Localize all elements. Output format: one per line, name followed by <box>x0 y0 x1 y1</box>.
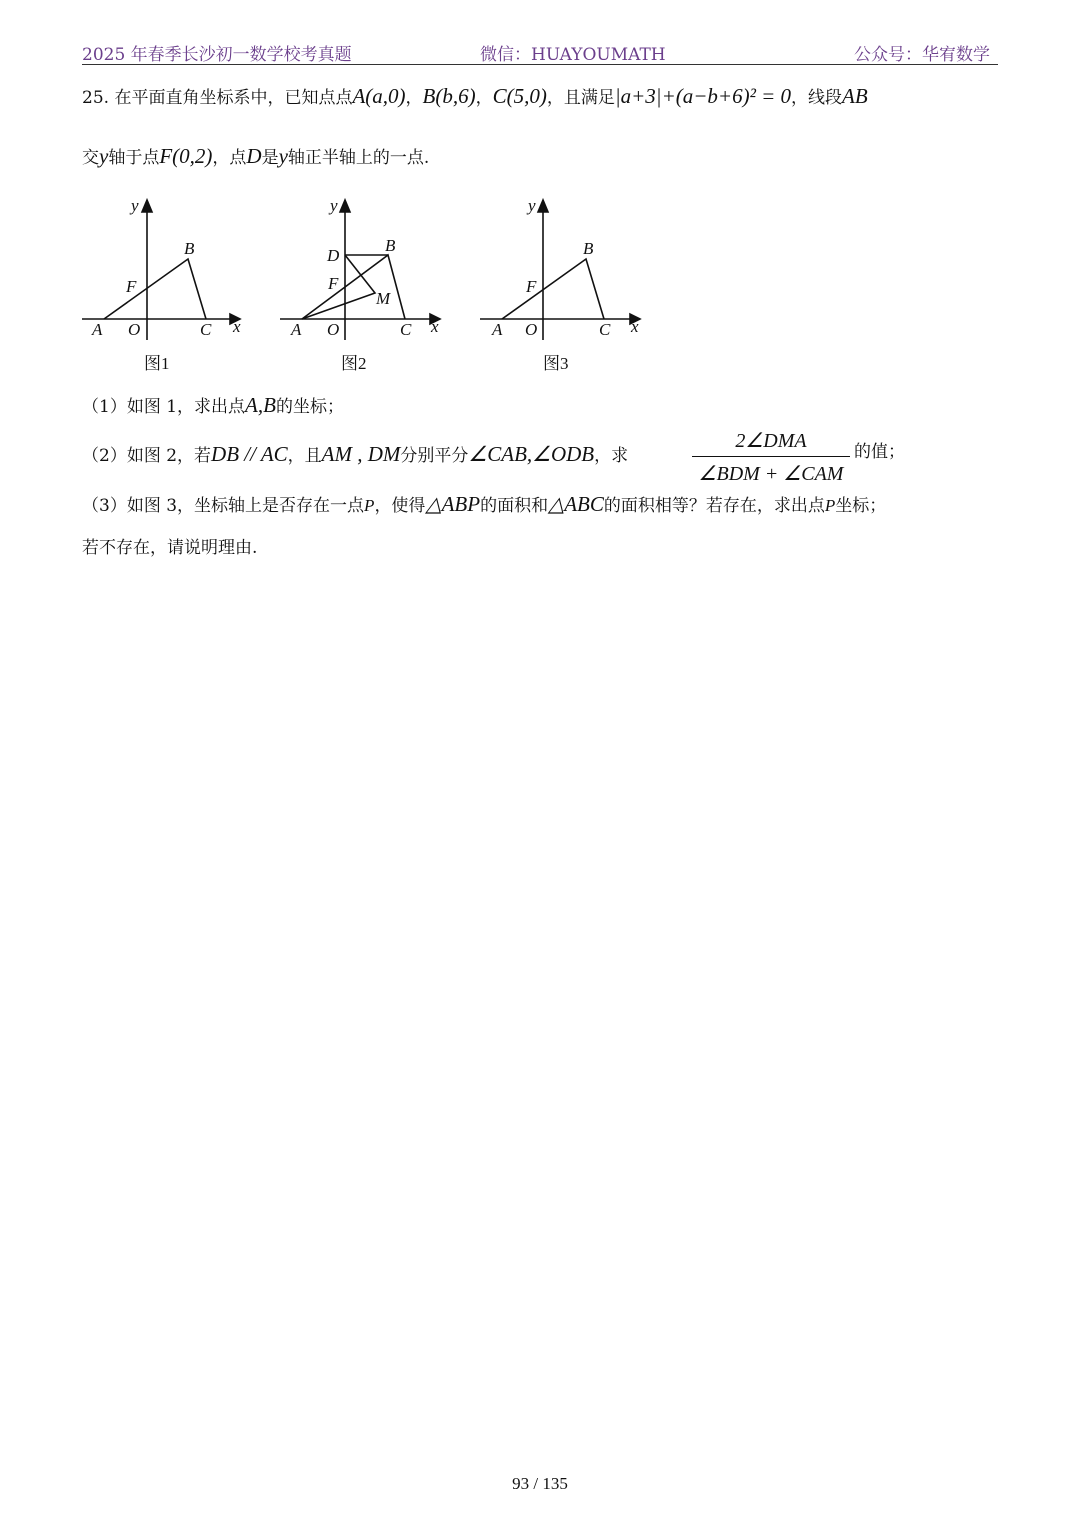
question-3-line2 <box>82 540 257 557</box>
fraction-bar <box>692 456 850 457</box>
q3-point-P: P <box>824 496 836 515</box>
problem-stem-line2 <box>82 146 429 167</box>
fig3-label-B: B <box>583 239 594 258</box>
condition-equation: |a+3|+(a−b+6)² = 0 <box>614 84 792 108</box>
fig2-label-D: D <box>327 246 340 265</box>
q3-text: （3）如图 3，坐标轴上是否存在一点 <box>82 496 365 516</box>
fig1-label-O: O <box>128 320 141 339</box>
q3-triangle-ABP: △ABP <box>425 492 481 516</box>
fig3-label-x: x <box>631 317 639 336</box>
header-account: 公众号：华宥数学 <box>854 45 990 65</box>
q2-text: ，且 <box>287 446 322 466</box>
point-A: A(a,0) <box>352 84 406 108</box>
segment-AB: AB <box>842 84 868 108</box>
fig3-label-F: F <box>526 277 537 296</box>
fig2-label-A: A <box>291 320 302 339</box>
q3-text: ，使得 <box>374 496 426 516</box>
q3-point-P: P <box>364 496 375 515</box>
fig2-caption: 图2 <box>341 354 367 373</box>
fig2-label-x: x <box>431 317 439 336</box>
q2-text: ，求 <box>594 446 629 466</box>
q2-suffix <box>854 444 905 461</box>
header-title: 2025 年春季长沙初一数学校考真题 <box>82 45 352 65</box>
q1-points: A,B <box>245 393 276 417</box>
fig2-label-M: M <box>376 289 391 308</box>
problem-stem-line1: 25. 在平面直角坐标系中，已知点点A(a,0)，B(b,6)，C(5,0)，且满足|a+3|+(a−b+6)² = 0，线段AB <box>82 84 868 108</box>
fig3-label-O: O <box>525 320 538 339</box>
q2-fraction <box>692 428 850 486</box>
q2-angles: ∠CAB,∠ODB <box>468 442 595 466</box>
page-number: 93 / 135 <box>512 1474 568 1493</box>
question-1 <box>82 395 344 416</box>
fig1-label-F: F <box>126 277 137 296</box>
point-B: B(b,6) <box>422 84 476 108</box>
fig1-label-x: x <box>233 317 241 336</box>
stem-text: 交 <box>82 148 99 168</box>
question-3 <box>82 494 886 515</box>
y-axis-symbol: y <box>278 144 288 168</box>
fig3-caption: 图3 <box>543 354 569 373</box>
fig2-label-O: O <box>327 320 340 339</box>
stem-text: 轴正半轴上的一点. <box>287 148 430 168</box>
q2-parallel: DB // AC <box>211 442 288 466</box>
q2-text: 的值； <box>854 442 905 462</box>
q3-text: 坐标； <box>835 496 887 516</box>
question-2 <box>82 444 628 465</box>
q2-text: 分别平分 <box>400 446 469 466</box>
point-D: D <box>246 144 262 168</box>
fig3-label-y: y <box>528 196 536 215</box>
fig1-label-B: B <box>184 239 195 258</box>
point-C: C(5,0) <box>492 84 547 108</box>
stem-text: 轴于点 <box>108 148 160 168</box>
q3-text: 的面积和 <box>480 496 549 516</box>
q1-text: 的坐标； <box>275 397 344 417</box>
fig2-label-B: B <box>385 236 396 255</box>
q3-text: 若不存在，请说明理由. <box>82 538 258 558</box>
q2-denominator: ∠BDM + ∠CAM <box>698 463 844 485</box>
header-wechat: 微信：HUAYOUMATH <box>480 45 666 65</box>
fig2-label-F: F <box>328 274 339 293</box>
q2-numerator: 2∠DMA <box>735 430 807 452</box>
fig1-label-A: A <box>92 320 103 339</box>
point-F: F(0,2) <box>159 144 213 168</box>
q2-bisectors: AM , DM <box>321 442 401 466</box>
stem-text: ，线段 <box>791 88 843 108</box>
q1-text: （1）如图 1，求出点 <box>82 397 246 417</box>
fig3-label-C: C <box>599 320 611 339</box>
page-header <box>82 38 998 65</box>
q3-text: 的面积相等？若存在，求出点 <box>603 496 825 516</box>
fig3-label-A: A <box>492 320 503 339</box>
y-axis-symbol: y <box>99 144 109 168</box>
fig1-label-C: C <box>200 320 212 339</box>
stem-text: 在平面直角坐标系中，已知点点 <box>114 88 353 108</box>
fig1-caption: 图1 <box>144 354 170 373</box>
fig2-label-y: y <box>330 196 338 215</box>
q3-triangle-ABC: △ABC <box>548 492 604 516</box>
stem-text: 是 <box>261 148 279 168</box>
fig1-label-y: y <box>131 196 139 215</box>
stem-text: ，点 <box>212 148 247 168</box>
figures-diagram <box>80 195 660 380</box>
stem-text: ，且满足 <box>546 88 615 108</box>
q2-text: （2）如图 2，若 <box>82 446 212 466</box>
problem-number: 25. <box>82 88 110 108</box>
fig2-label-C: C <box>400 320 412 339</box>
